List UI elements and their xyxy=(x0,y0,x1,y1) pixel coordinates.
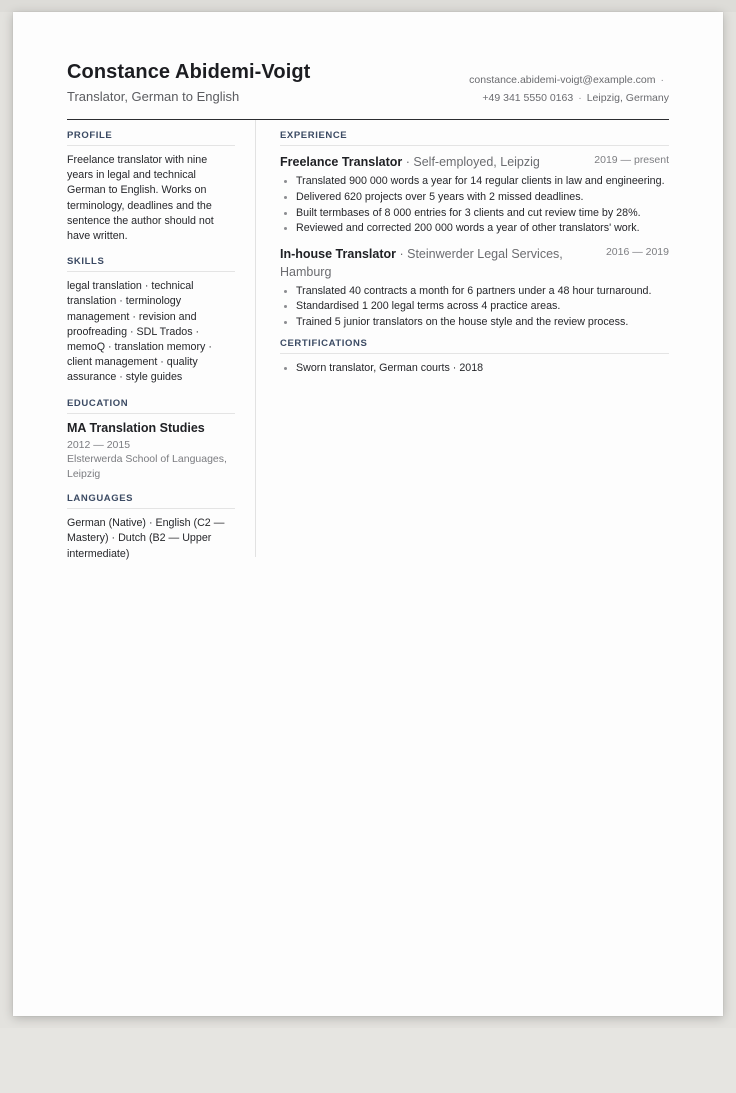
left-column xyxy=(67,130,235,574)
education-section xyxy=(67,398,235,482)
job-org: · Steinwerder Legal Services, Hamburg xyxy=(280,246,563,279)
job-title: In-house Translator xyxy=(280,246,396,261)
contact-separator: · xyxy=(660,74,664,86)
education-school: Elsterwerda School of Languages, Leipzig xyxy=(67,453,227,480)
job-title: Freelance Translator xyxy=(280,155,403,169)
job-bullet: • Built termbases of 8 000 entries for 3 clients and cut review time by 28%. xyxy=(296,206,669,221)
certification-item: • Sworn translator, German courts · 2018 xyxy=(296,361,669,376)
skills-section xyxy=(67,256,235,385)
header-rule xyxy=(67,119,669,120)
job-bullet: • Trained 5 junior translators on the house style and the review process. xyxy=(296,315,669,330)
job-entry xyxy=(280,245,669,331)
column-divider xyxy=(255,120,256,557)
job-bullets xyxy=(280,284,669,331)
contact-line-1 xyxy=(469,74,669,86)
bottom-pane xyxy=(0,1028,736,1093)
job-entry xyxy=(280,153,669,237)
skills-text: legal translation · technical translation · terminology management · revision and proofreading · SDL Trados · memoQ · translation memory · client management · quality assurance · style guides xyxy=(67,280,212,384)
job-bullet: • Translated 900 000 words a year for 14 regular clients in law and engineering. xyxy=(296,174,669,189)
languages-section xyxy=(67,493,235,562)
candidate-role: Translator, German to English xyxy=(67,89,240,104)
certifications-heading: CERTIFICATIONS xyxy=(280,338,669,354)
profile-heading: PROFILE xyxy=(67,130,235,146)
job-org: · Self-employed, Leipzig xyxy=(402,155,540,169)
location-text: Leipzig, Germany xyxy=(586,92,669,104)
job-bullet: • Reviewed and corrected 200 000 words a year of other translators' work. xyxy=(296,221,669,236)
languages-text: German (Native) · English (C2 — Mastery) · Dutch (B2 — Upper intermediate) xyxy=(67,517,225,560)
certifications-list xyxy=(280,361,669,376)
profile-section xyxy=(67,130,235,244)
profile-text: Freelance translator with nine years in legal and technical German to English. Works on terminology, deadlines and the sentence the author should not have written. xyxy=(67,154,214,243)
skills-heading: SKILLS xyxy=(67,256,235,272)
job-header xyxy=(280,153,669,171)
education-degree: MA Translation Studies xyxy=(67,420,205,435)
job-bullet: • Standardised 1 200 legal terms across 4 practice areas. xyxy=(296,299,669,314)
job-dates: 2019 — present xyxy=(594,154,669,166)
top-strip xyxy=(0,0,736,12)
phone-text: +49 341 5550 0163 xyxy=(482,92,574,104)
job-bullet: • Delivered 620 projects over 5 years with 2 missed deadlines. xyxy=(296,190,669,205)
education-years: 2012 — 2015 xyxy=(67,438,131,451)
job-bullets xyxy=(280,174,669,237)
education-heading: EDUCATION xyxy=(67,398,235,414)
languages-heading: LANGUAGES xyxy=(67,493,235,509)
experience-heading: EXPERIENCE xyxy=(280,130,669,146)
contact-line-2 xyxy=(482,92,669,104)
contact-separator: · xyxy=(578,92,582,104)
right-column xyxy=(280,130,669,377)
job-dates: 2016 — 2019 xyxy=(605,245,669,258)
candidate-name: Constance Abidemi-Voigt xyxy=(67,61,311,83)
job-header xyxy=(280,245,669,281)
resume-page xyxy=(13,12,723,1016)
job-bullet: • Translated 40 contracts a month for 6 partners under a 48 hour turnaround. xyxy=(296,284,669,299)
email-link[interactable]: constance.abidemi-voigt@example.com xyxy=(469,74,656,86)
